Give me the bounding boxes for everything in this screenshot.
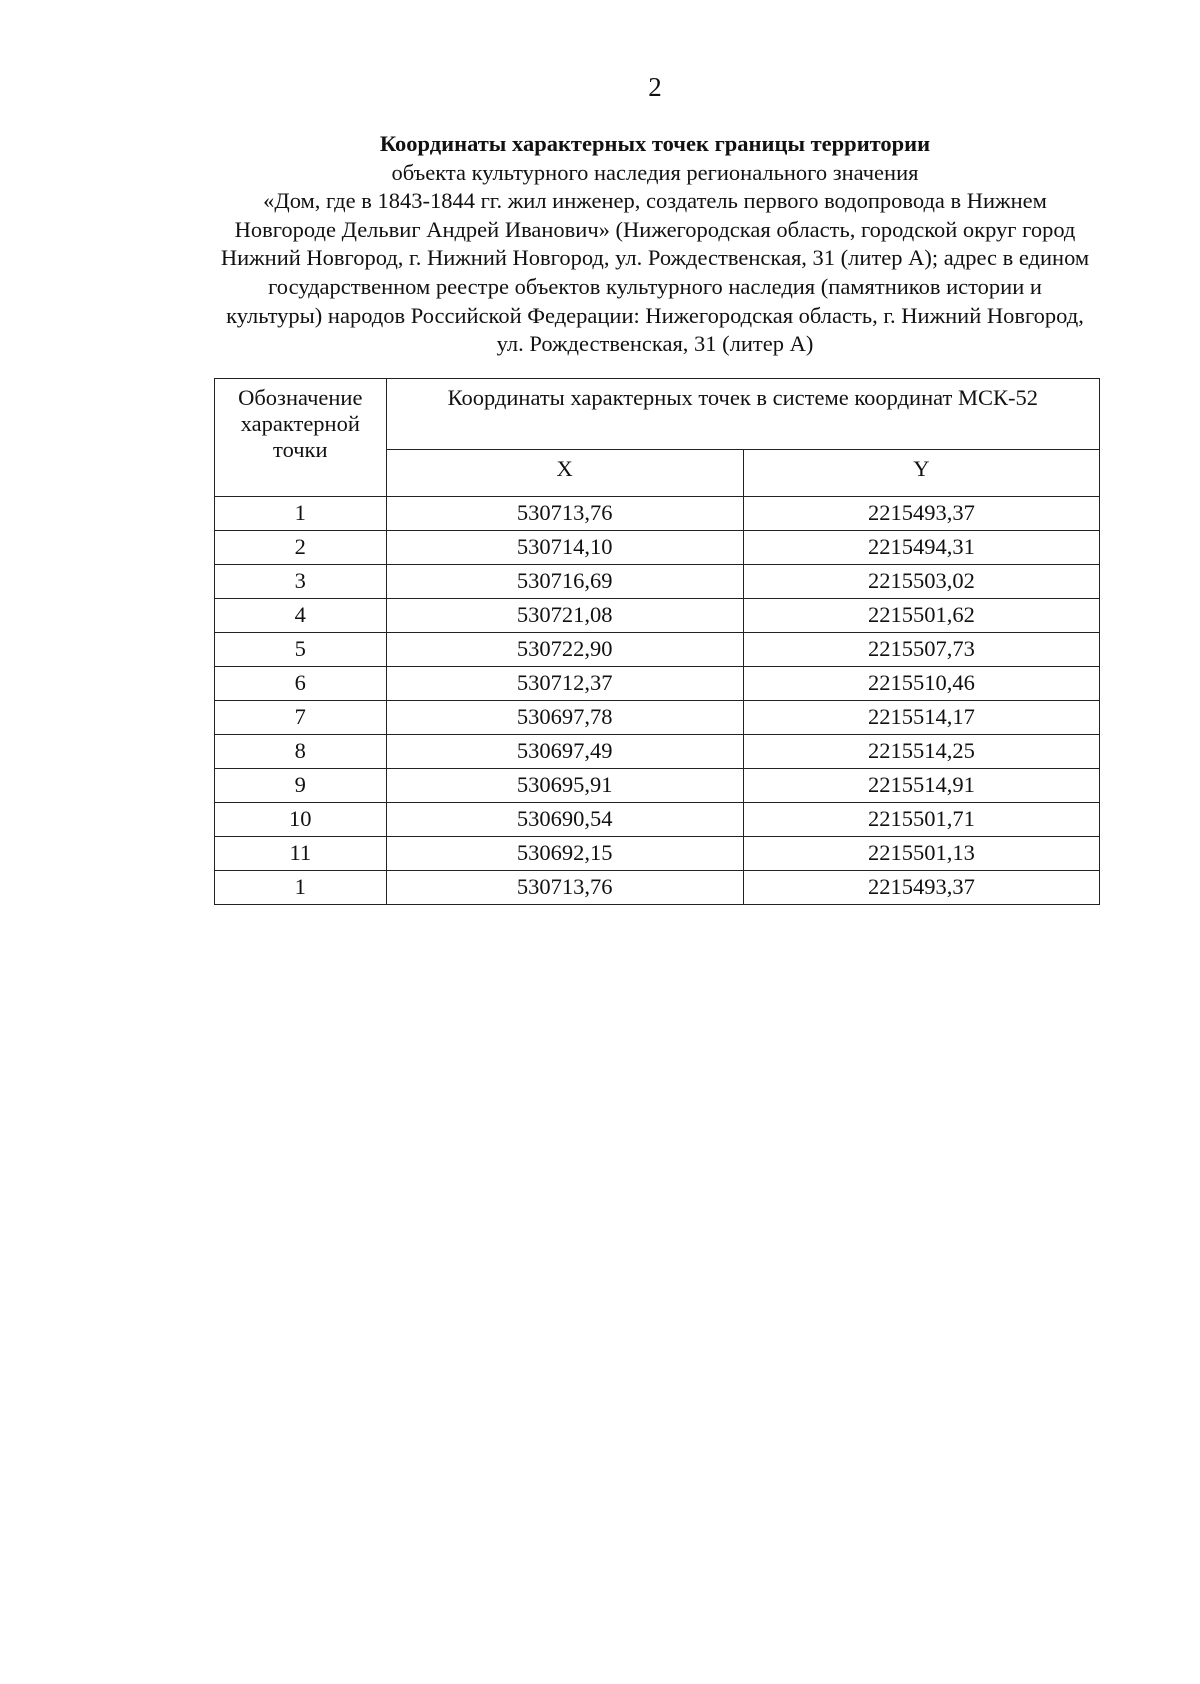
y-cell: 2215514,25 xyxy=(743,735,1099,769)
point-cell: 11 xyxy=(215,837,387,871)
table-row xyxy=(215,599,1100,633)
point-cell: 8 xyxy=(215,735,387,769)
header-point-line: точки xyxy=(273,437,328,462)
header-x: X xyxy=(386,450,743,497)
table-row xyxy=(215,735,1100,769)
table-row xyxy=(215,633,1100,667)
y-cell: 2215510,46 xyxy=(743,667,1099,701)
table-row xyxy=(215,769,1100,803)
table-row xyxy=(215,531,1100,565)
table-row xyxy=(215,565,1100,599)
header-coordinates: Координаты характерных точек в системе координат МСК-52 xyxy=(386,379,1099,450)
table-row xyxy=(215,701,1100,735)
table-row xyxy=(215,497,1100,531)
x-cell: 530713,76 xyxy=(386,871,743,905)
point-cell: 9 xyxy=(215,769,387,803)
table-row xyxy=(215,803,1100,837)
coordinates-table xyxy=(214,378,1100,905)
heading-line: Новгороде Дельвиг Андрей Иванович» (Нижегородская область, городской округ город xyxy=(234,216,1076,242)
x-cell: 530697,78 xyxy=(386,701,743,735)
point-cell: 2 xyxy=(215,531,387,565)
y-cell: 2215507,73 xyxy=(743,633,1099,667)
page-number: 2 xyxy=(648,72,662,102)
x-cell: 530697,49 xyxy=(386,735,743,769)
header-point-designation xyxy=(215,379,387,497)
header-y: Y xyxy=(743,450,1099,497)
point-cell: 4 xyxy=(215,599,387,633)
heading-line: государственном реестре объектов культурного наследия (памятников истории и xyxy=(268,273,1042,299)
heading-line: культуры) народов Российской Федерации: Нижегородская область, г. Нижний Новгород, xyxy=(226,302,1084,328)
y-cell: 2215501,13 xyxy=(743,837,1099,871)
point-cell: 1 xyxy=(215,497,387,531)
point-cell: 3 xyxy=(215,565,387,599)
point-cell: 6 xyxy=(215,667,387,701)
y-cell: 2215493,37 xyxy=(743,497,1099,531)
heading-line: объекта культурного наследия регионального значения xyxy=(391,159,919,185)
heading-line: Нижний Новгород, г. Нижний Новгород, ул. Рождественская, 31 (литер А); адрес в едином xyxy=(220,245,1090,271)
x-cell: 530713,76 xyxy=(386,497,743,531)
y-cell: 2215501,71 xyxy=(743,803,1099,837)
point-cell: 1 xyxy=(215,871,387,905)
y-cell: 2215514,91 xyxy=(743,769,1099,803)
point-cell: 5 xyxy=(215,633,387,667)
y-cell: 2215493,37 xyxy=(743,871,1099,905)
table-row xyxy=(215,667,1100,701)
header-point-line: Обозначение xyxy=(238,385,363,410)
document-heading xyxy=(150,130,1160,359)
point-cell: 10 xyxy=(215,803,387,837)
x-cell: 530721,08 xyxy=(386,599,743,633)
table-row xyxy=(215,871,1100,905)
y-cell: 2215514,17 xyxy=(743,701,1099,735)
table-row xyxy=(215,837,1100,871)
header-point-line: характерной xyxy=(240,411,360,436)
x-cell: 530722,90 xyxy=(386,633,743,667)
heading-line: ул. Рождественская, 31 (литер А) xyxy=(496,331,814,357)
heading-line: «Дом, где в 1843-1844 гг. жил инженер, создатель первого водопровода в Нижнем xyxy=(263,188,1047,214)
x-cell: 530712,37 xyxy=(386,667,743,701)
y-cell: 2215503,02 xyxy=(743,565,1099,599)
x-cell: 530714,10 xyxy=(386,531,743,565)
x-cell: 530692,15 xyxy=(386,837,743,871)
x-cell: 530716,69 xyxy=(386,565,743,599)
y-cell: 2215494,31 xyxy=(743,531,1099,565)
x-cell: 530690,54 xyxy=(386,803,743,837)
y-cell: 2215501,62 xyxy=(743,599,1099,633)
point-cell: 7 xyxy=(215,701,387,735)
heading-title: Координаты характерных точек границы территории xyxy=(379,131,931,156)
x-cell: 530695,91 xyxy=(386,769,743,803)
